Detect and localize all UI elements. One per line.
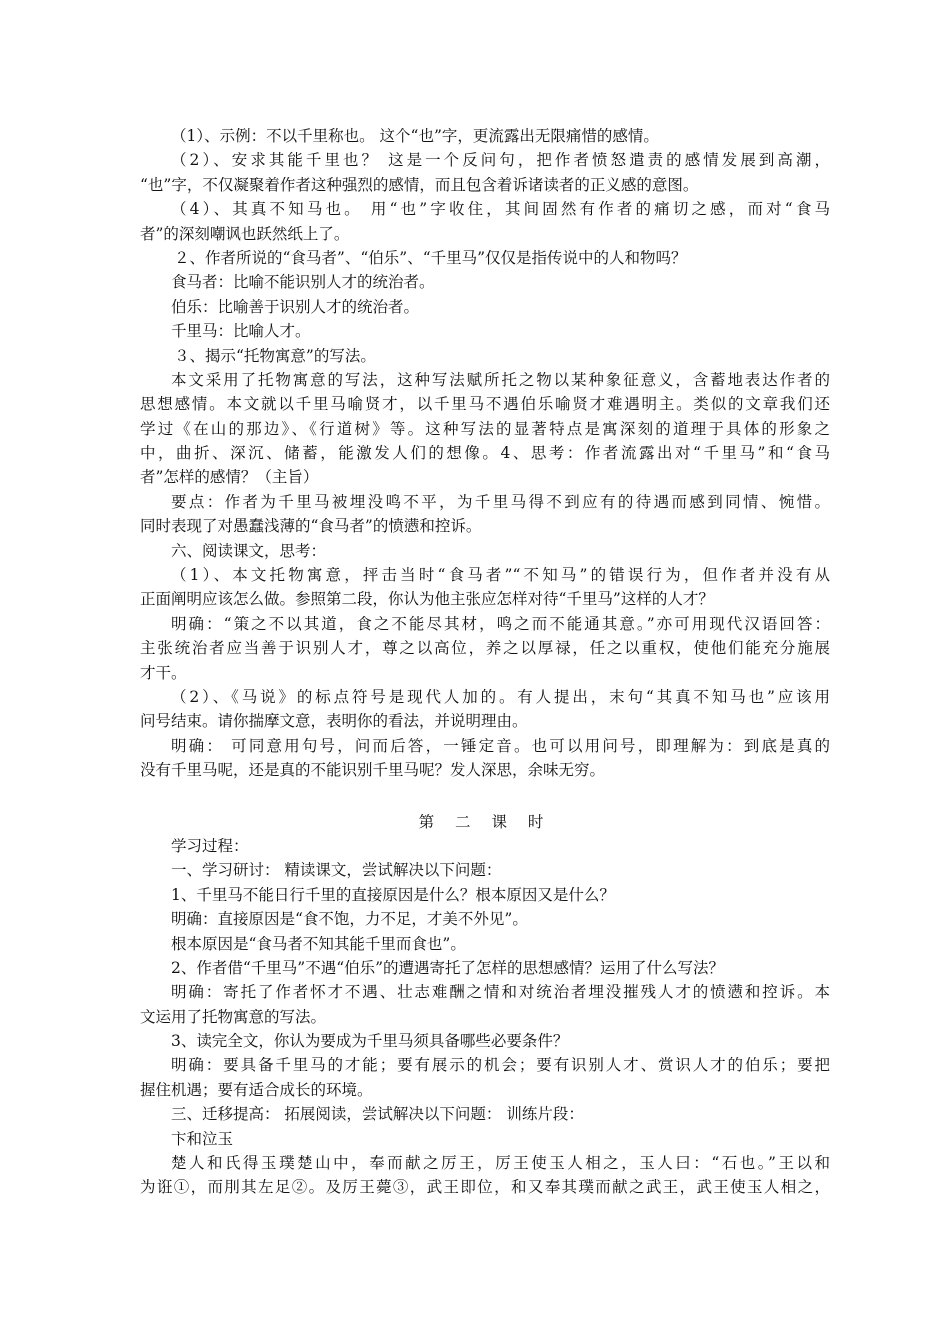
text-line: 者”怎样的感情？（主旨） (140, 468, 319, 487)
text-line: 明确： 可同意用句号，问而后答，一锤定音。也可以用问号，即理解为：到底是真的 (171, 736, 830, 755)
text-line: （1）、示例：不以千里称也。 这个“也”字，更流露出无限痛惜的感情。 (171, 127, 659, 145)
text-line: 千里马：比喻人才。 (171, 322, 311, 341)
text-line: 六、阅读课文，思考： (171, 541, 327, 560)
text-line: ３、揭示“托物寓意”的写法。 (174, 346, 376, 365)
text-line: 者”的深刻嘲讽也跃然纸上了。 (140, 224, 350, 243)
text-line: 学习过程： (171, 836, 249, 855)
text-line: 学过《在山的那边》、《行道树》等。这种写法的显著特点是寓深刻的道理于具体的形象之 (140, 419, 830, 438)
document-page (140, 124, 830, 1200)
text-line: 要点：作者为千里马被埋没鸣不平，为千里马得不到应有的待遇而感到同情、惋惜。 (171, 492, 830, 511)
text-line: （2）、安求其能千里也？ 这是一个反问句，把作者愤怒遣责的感情发展到高潮， (171, 151, 830, 170)
lesson-one-text (140, 124, 830, 783)
text-line: 1、千里马不能日行千里的直接原因是什么？根本原因又是什么？ (171, 885, 615, 904)
text-line: 一、学习研讨： 精读课文，尝试解决以下问题： (171, 861, 502, 880)
text-line: 正面阐明应该怎么做。参照第二段，你认为他主张应怎样对待“千里马”这样的人才？ (140, 590, 714, 609)
text-line: 同时表现了对愚蠢浅薄的“食马者”的愤懑和控诉。 (140, 517, 482, 536)
text-line: 根本原因是“食马者不知其能千里而食也”。 (171, 934, 466, 953)
text-line: （1）、本文托物寓意，抨击当时“食马者”“不知马”的错误行为，但作者并没有从 (171, 566, 830, 585)
text-line: （2）、《马说》的标点符号是现代人加的。有人提出，末句“其真不知马也”应该用 (171, 687, 830, 706)
text-line: ２、作者所说的“食马者”、“伯乐”、“千里马”仅仅是指传说中的人和物吗？ (174, 248, 687, 267)
text-line: 伯乐：比喻善于识别人才的统治者。 (171, 297, 420, 316)
text-line: 卞和泣玉 (171, 1129, 234, 1148)
text-line: 3、读完全文，你认为要成为千里马须具备哪些必要条件？ (171, 1032, 569, 1051)
text-line: “也”字，不仅凝聚着作者这种强烈的感情，而且包含着诉诸读者的正义感的意图。 (140, 175, 699, 194)
text-line: 才干。 (140, 663, 187, 682)
text-line: 楚人和氏得玉璞楚山中，奉而献之厉王，厉王使玉人相之，玉人曰：“石也。”王以和 (171, 1154, 830, 1173)
text-line: 握住机遇；要有适合成长的环境。 (140, 1080, 373, 1099)
text-line: 问号结束。请你揣摩文意，表明你的看法，并说明理由。 (140, 712, 528, 731)
text-line: 明确：要具备千里马的才能；要有展示的机会；要有识别人才、赏识人才的伯乐；要把 (171, 1056, 830, 1075)
text-line: 中，曲折、深沉、储蓄，能激发人们的想像。4、思考：作者流露出对“千里马”和“食马 (140, 444, 830, 463)
text-line: 明确：寄托了作者怀才不遇、壮志难酬之情和对统治者埋没摧残人才的愤懑和控诉。本 (171, 983, 830, 1002)
text-line: 食马者：比喻不能识别人才的统治者。 (171, 273, 435, 292)
text-line: 明确：直接原因是“食不饱，力不足，才美不外见”。 (171, 910, 528, 929)
text-line: 思想感情。本文就以千里马喻贤才，以千里马不遇伯乐喻贤才难遇明主。类似的文章我们还 (140, 395, 830, 414)
text-line: 本文采用了托物寓意的写法，这种写法赋所托之物以某种象征意义，含蓄地表达作者的 (171, 370, 830, 389)
text-line: 三、迁移提高： 拓展阅读，尝试解决以下问题： 训练片段： (171, 1105, 584, 1124)
section-title: 第 二 课 时 (418, 812, 552, 831)
text-line: 明确：“策之不以其道，食之不能尽其材，鸣之而不能通其意。”亦可用现代汉语回答： (171, 614, 830, 633)
text-line: 2、作者借“千里马”不遇“伯乐”的遭遇寄托了怎样的思想感情？运用了什么写法？ (171, 958, 725, 977)
text-line: 主张统治者应当善于识别人才，尊之以高位，养之以厚禄，任之以重权，使他们能充分施展 (140, 639, 830, 658)
text-line: （4）、其真不知马也。 用“也”字收住，其间固然有作者的痛切之感，而对“食马 (171, 200, 830, 219)
text-line: 文运用了托物寓意的写法。 (140, 1007, 327, 1026)
text-line: 为诳①，而刖其左足②。及厉王薨③，武王即位，和又奉其璞而献之武王，武王使玉人相之， (140, 1178, 830, 1197)
text-line: 没有千里马呢，还是真的不能识别千里马呢？发人深思，余味无穷。 (140, 761, 606, 780)
lesson-two-text (140, 834, 830, 1200)
